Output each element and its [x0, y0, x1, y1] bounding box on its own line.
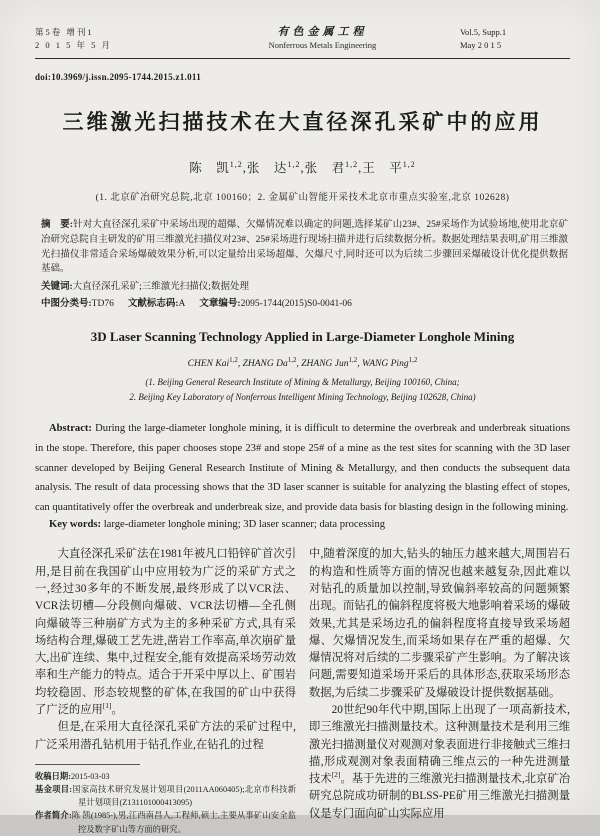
funding-value: 国家高技术研究发展计划项目(2011AA060405);北京市科技新星计划项目(Z131101000413095)	[72, 785, 297, 808]
keywords-cn-label: 关键词:	[41, 282, 73, 293]
keywords-en	[35, 519, 570, 530]
author-name: 王 平	[362, 161, 403, 175]
abstract-en	[35, 419, 570, 517]
volume-cn-line1: 第5卷 增刊1	[35, 27, 94, 37]
authors-cn	[35, 158, 570, 176]
author-name: WANG Ping	[362, 359, 409, 370]
author-affiliation-sup: 1,2	[345, 159, 359, 169]
volume-en-line1: Vol.5, Supp.1	[460, 27, 507, 37]
received-date-label: 收稿日期:	[35, 771, 71, 781]
paragraph-text: 20世纪90年代中期,国际上出现了一项高新技术,即三维激光扫描测量技术。这种测量技术是利用三维激光扫描测量仪对观测对象表面进行非接触式三维扫描,形成观测对象表面精确三维点云的一种先进测量技术	[309, 703, 570, 786]
body-column-right	[309, 546, 570, 836]
keywords-cn-text: 大直径深孔采矿;三维激光扫描仪;数据处理	[72, 282, 249, 293]
article-id-label: 文章编号:	[199, 299, 241, 310]
citation-ref-1: [1]	[102, 701, 112, 711]
author-name: CHEN Kai	[187, 359, 230, 370]
journal-name-cn: 有色金属工程	[277, 26, 368, 38]
author-bio-label: 作者简介:	[35, 811, 72, 821]
affiliation-en-line2: 2. Beijing Key Laboratory of Nonferrous Intelligent Mining Technology, Beijing 102628, China)	[129, 392, 476, 403]
body-paragraph: 中,随着深度的加大,钻头的轴压力越来越大,周围岩石的构造和性质等方面的情况也越来越复杂,因此难以对钻孔的质量加以控制,导致偏斜率较高的问题频繁出现。而钻孔的偏斜程度将极大地影响着采场的爆破效果,尤其是采场边孔的偏斜程度将直接导致采场超爆、欠爆情况发生,而采场如果存在严重的超爆、欠爆情况将对后续的二步骤采矿产生影响。为了解决该问题,需要知道采场开采后的具体形态,获取采场形态数据,为后续二步骤采矿及爆破设计提供数据基础。	[309, 548, 570, 699]
article-id-value: 2095-1744(2015)S0-0041-06	[240, 299, 352, 310]
journal-name-en: Nonferrous Metals Engineering	[268, 40, 377, 50]
body-columns	[35, 546, 570, 836]
author-name: ZHANG Da	[242, 359, 288, 370]
header-divider	[35, 58, 570, 59]
paragraph-text: 大直径深孔采矿法在1981年被凡口铅锌矿首次引用,是目前在我国矿山中应用较为广泛的采矿方式之一,经过30多年的不断发展,最终形成了以VCR法、VCR法切槽—分段侧向爆破、VCR法切槽—全孔侧向爆破等三种崩矿方式为主的多种采矿方式,具有采场结构合理,爆破工艺先进,凿岩工作率高,单次崩矿量大,出矿连续、集中,过程安全,能有效提高采场劳动效率和生产能力的特点。适合于开采中厚以上、矿围岩均较稳固、形态较规整的矿体,在我国的矿山中获得了广泛的应用	[35, 548, 296, 716]
paper-title-cn: 三维激光扫描技术在大直径深孔采矿中的应用	[62, 111, 543, 134]
doi: doi:10.3969/j.issn.2095-1744.2015.z1.011	[35, 72, 202, 82]
author-name: ZHANG Jun	[301, 359, 349, 370]
footnote-divider	[35, 764, 140, 765]
footnotes	[35, 770, 296, 836]
citation-ref-2: [2]	[331, 770, 341, 780]
abstract-cn-label: 摘 要:	[41, 220, 73, 230]
volume-info-en	[460, 26, 570, 52]
clc-label: 中图分类号:	[41, 299, 92, 310]
author-name: 张 达	[246, 161, 288, 175]
doc-code-value: A	[178, 299, 186, 310]
affiliations-en	[35, 375, 570, 405]
author-separator: ,	[358, 161, 363, 175]
author-bio-value: 陈 凯(1985-),男,江西南昌人,工程师,硕士,主要从事矿山安全监控及数字矿山等方面的研究。	[71, 811, 296, 834]
author-affiliation-sup: 1,2	[229, 356, 238, 365]
author-affiliation-sup: 1,2	[229, 159, 243, 169]
classification-line	[35, 295, 570, 309]
keywords-en-text: large-diameter longhole mining; 3D laser scanner; data processing	[101, 519, 386, 531]
author-affiliation-sup: 1,2	[287, 356, 297, 365]
abstract-en-text: During the large-diameter longhole mining, it is difficult to determine the overbreak and underbreak situations in the stope. Therefore, this paper chooses stope 23# and stope 25# of a mine as the test sites for scanning with the 3D laser scanner developed by Beijing General Research Institute of Mining & Metallurgy, and then conducts the subsequent data analysis. The result of data processing shows that the 3D laser scanner is suitable for analyzing the blasting effect of stopes, can quantitatively offer the overbreak and underbreak size, and provide data basis for blasting design in the following mining.	[35, 423, 570, 513]
author-affiliation-sup: 1,2	[287, 159, 301, 169]
received-date	[35, 770, 296, 783]
body-column-left	[35, 546, 296, 836]
volume-info-cn	[35, 26, 185, 52]
paragraph-text: 。基于先进的三维激光扫描测量技术,北京矿冶研究总院成功研制的BLSS-PE矿用三维激光扫描测量仪是专门面向矿山实际应用	[309, 773, 570, 820]
author-name: 张 君	[304, 161, 346, 175]
received-date-value: 2015-03-03	[70, 771, 110, 781]
body-paragraph	[309, 702, 570, 823]
keywords-en-label: Key words:	[49, 519, 102, 531]
paragraph-text: 。	[111, 703, 123, 716]
volume-en-line2: May 2 0 1 5	[460, 40, 502, 50]
author-separator: ,	[300, 161, 305, 175]
body-paragraph: 但是,在采用大直径深孔采矿方法的采矿过程中,广泛采用潜孔钻机用于钻孔作业,在钻孔的过程	[35, 721, 296, 751]
journal-header	[35, 0, 570, 52]
affiliations-cn: (1. 北京矿冶研究总院,北京 100160；2. 金属矿山智能开采技术北京市重点实验室,北京 102628)	[95, 193, 510, 203]
author-separator: ,	[357, 359, 362, 370]
author-separator: ,	[296, 359, 302, 370]
author-affiliation-sup: 1,2	[348, 356, 358, 365]
funding-label: 基金项目:	[35, 785, 73, 795]
author-name: 陈 凯	[189, 161, 230, 175]
abstract-en-label: Abstract:	[49, 423, 92, 435]
author-separator: ,	[242, 161, 247, 175]
abstract-cn	[35, 218, 570, 277]
clc-value: TD76	[91, 299, 114, 310]
author-affiliation-sup: 1,2	[408, 356, 418, 365]
author-bio	[35, 809, 296, 835]
funding-info	[35, 783, 296, 809]
authors-en	[35, 356, 570, 369]
volume-cn-line2: 2 0 1 5 年 5 月	[35, 40, 113, 50]
paper-title-en: 3D Laser Scanning Technology Applied in Large-Diameter Longhole Mining	[90, 329, 515, 345]
author-separator: ,	[237, 359, 243, 370]
journal-name	[185, 26, 460, 52]
affiliation-en-line1: (1. Beijing General Research Institute of Mining & Metallurgy, Beijing 100160, China;	[145, 377, 460, 388]
keywords-cn	[35, 278, 570, 292]
doc-code-label: 文献标志码:	[127, 299, 179, 310]
author-affiliation-sup: 1,2	[402, 159, 416, 169]
body-paragraph	[35, 546, 296, 719]
abstract-cn-text: 针对大直径深孔采矿中采场出现的超爆、欠爆情况难以确定的问题,选择某矿山23#、25#采场作为试验场地,使用北京矿冶研究总院自主研发的矿用三维激光扫描仪对23#、25#采场进行现场扫描并进行后续数据分析。数据处理结果表明,矿用三维激光扫描仪非常适合采场爆破效果分析,可以定量给出采场超爆、欠爆尺寸,同时还可以为后续二步骤回采爆破设计优化提供数据基础。	[41, 220, 568, 275]
